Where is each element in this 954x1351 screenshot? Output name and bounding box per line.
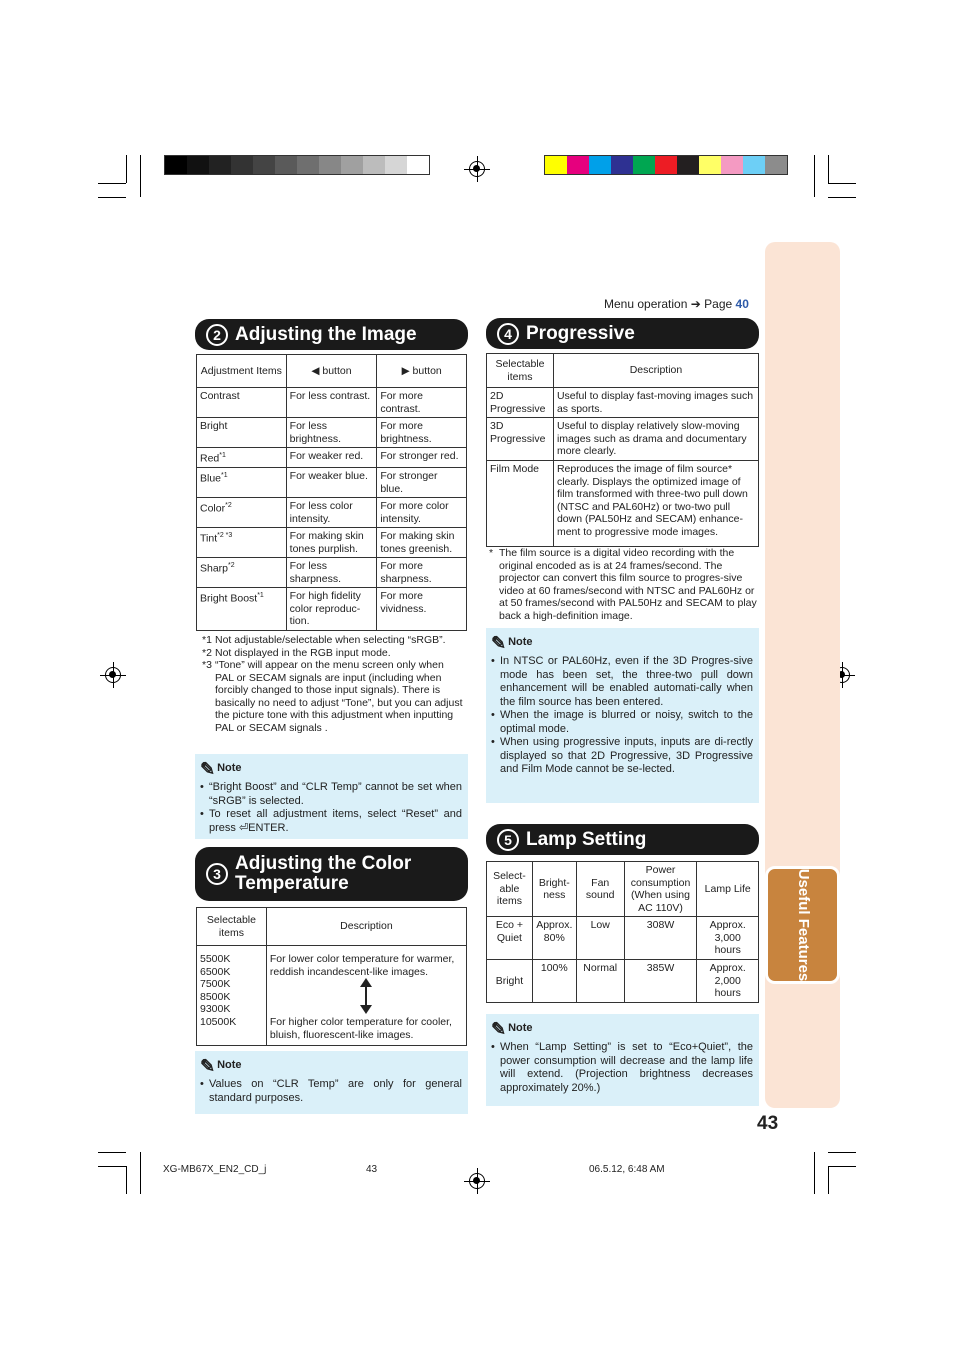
section-title: Progressive <box>526 322 635 344</box>
crop-mark <box>828 155 829 183</box>
pencil-icon: ✎ <box>200 1056 216 1076</box>
side-tab-label: Useful Features <box>794 868 812 982</box>
color-swatch <box>297 156 319 174</box>
section-heading-color-temp <box>195 847 468 901</box>
section-title-line1: Adjusting the Color <box>235 853 412 874</box>
lamp-fan-sound: Low <box>576 917 624 960</box>
pencil-icon: ✎ <box>200 759 216 779</box>
section-heading-lamp-setting <box>486 824 759 855</box>
adjustment-item <box>197 528 287 558</box>
color-swatch <box>341 156 363 174</box>
item-label: Contrast <box>200 390 240 402</box>
crop-mark <box>814 1152 815 1194</box>
footer-filename: XG-MB67X_EN2_CD_j <box>163 1164 267 1175</box>
note-title: Note <box>217 1059 242 1072</box>
temp-item: 5500K <box>200 953 231 965</box>
section-title: Adjusting the Image <box>235 323 417 345</box>
progressive-description: Useful to display relatively slow-moving images such as drama and documentary more clearly. <box>553 418 758 461</box>
section-number: 3 <box>206 863 228 885</box>
column-header: Lamp Life <box>697 862 759 917</box>
column-header: ◀ button <box>286 355 377 388</box>
desc-lower-temp: For lower color temperature for warmer, reddish incandescent-like images. <box>269 953 455 978</box>
lamp-setting-table <box>486 861 759 1003</box>
menu-operation-text: Menu operation <box>604 297 688 311</box>
note-item: • When using progressive inputs, inputs are di-rectly displayed so that 2D Progressive, 3D Progressive and Film Mode cannot be se-lected. <box>491 736 753 777</box>
table-row <box>487 388 759 418</box>
page-number: 43 <box>757 1113 779 1134</box>
crop-mark <box>828 183 856 184</box>
progressive-item: Film Mode <box>487 461 554 547</box>
footnote-ref: *2 <box>225 502 232 509</box>
color-swatch <box>363 156 385 174</box>
crop-mark <box>140 1152 141 1194</box>
footer-page: 43 <box>366 1164 378 1175</box>
temp-item: 7500K <box>200 978 231 990</box>
footnote-ref: *1 <box>219 452 226 459</box>
note-title: Note <box>508 636 533 649</box>
adjustment-item <box>197 468 287 498</box>
footnote <box>202 647 464 660</box>
lamp-fan-sound: Normal <box>576 960 624 1003</box>
color-swatch <box>611 156 633 174</box>
color-swatch <box>721 156 743 174</box>
footnote-ref: *1 <box>257 592 264 599</box>
menu-operation-ref <box>604 297 749 311</box>
table-row <box>197 388 467 418</box>
section-number: 5 <box>497 829 519 851</box>
left-button-effect: For high fidelity color reproduc-tion. <box>286 588 377 631</box>
footnote-mark: *1 <box>202 634 212 646</box>
color-swatch <box>275 156 297 174</box>
right-button-effect: For more sharpness. <box>377 558 467 588</box>
footnote-ref: *2 <box>228 562 235 569</box>
note-box <box>486 1014 759 1106</box>
registration-mark-icon <box>469 161 485 177</box>
column-header: Selectable items <box>197 908 267 946</box>
progressive-description: Reproduces the image of film source* clearly. Displays the optimized image of film transformed with three-two pull down (NTSC and PAL60Hz) or two-two pull down (PAL50Hz and SECAM) enhance-ment to progressive mode images. <box>553 461 758 547</box>
color-swatch <box>677 156 699 174</box>
color-swatch <box>589 156 611 174</box>
footnotes <box>202 634 464 734</box>
progressive-item: 3D Progressive <box>487 418 554 461</box>
footnote-text: Not adjustable/selectable when selecting “sRGB”. <box>215 634 446 646</box>
table-row <box>197 588 467 631</box>
lamp-brightness: 100% <box>532 960 576 1003</box>
left-button-effect: For less sharpness. <box>286 558 377 588</box>
left-button-effect: For weaker blue. <box>286 468 377 498</box>
section-heading-progressive <box>486 318 759 349</box>
crop-mark <box>140 155 141 197</box>
right-button-effect: For stronger red. <box>377 448 467 468</box>
item-label: Color <box>200 502 226 515</box>
footnote <box>202 659 464 734</box>
lamp-brightness: Approx. 80% <box>532 917 576 960</box>
page-link[interactable]: 40 <box>735 297 749 311</box>
footnote-text: Not displayed in the RGB input mode. <box>215 646 391 659</box>
color-temp-description <box>266 946 466 1046</box>
note-heading <box>491 1020 753 1038</box>
color-swatch <box>545 156 567 174</box>
column-header: Adjustment Items <box>197 355 287 388</box>
crop-mark <box>98 1152 126 1153</box>
column-header: Selectable items <box>487 354 554 388</box>
table-row <box>197 468 467 498</box>
left-button-effect: For less brightness. <box>286 418 377 448</box>
temp-item: 10500K <box>200 1015 237 1028</box>
table-row <box>487 418 759 461</box>
right-button-effect: For more vividness. <box>377 588 467 631</box>
color-swatch <box>699 156 721 174</box>
crop-mark <box>98 197 126 198</box>
left-button-effect: For less contrast. <box>286 388 377 418</box>
temp-item: 8500K <box>200 990 231 1003</box>
table-row <box>487 917 759 960</box>
column-header: Power consumption (When using AC 110V) <box>624 862 697 917</box>
footnote-mark: *3 <box>202 659 212 671</box>
lamp-life: Approx. 3,000 hours <box>697 917 759 960</box>
color-swatch <box>655 156 677 174</box>
registration-mark-icon <box>469 1173 485 1189</box>
progressive-footnote <box>489 547 757 622</box>
footnote-ref: *2 *3 <box>217 532 233 539</box>
item-label: Sharp <box>200 562 229 575</box>
crop-mark <box>828 1166 829 1194</box>
footnote-ref: *1 <box>221 472 228 479</box>
lamp-item: Bright <box>487 960 533 1003</box>
color-bar <box>544 155 788 175</box>
registration-mark-icon <box>105 667 121 683</box>
note-title: Note <box>217 762 242 775</box>
table-row <box>197 528 467 558</box>
footnote-text: “Tone” will appear on the menu screen only when PAL or SECAM signals are input (including when forcibly changed to those input signals). There is basically no need to adjust “Tone”, but you can adjust the picture tone with this adjustment when inputting PAL or SECAM signals . <box>215 659 463 734</box>
pencil-icon: ✎ <box>491 633 507 653</box>
column-header: ▶ button <box>377 355 467 388</box>
note-item: • In NTSC or PAL60Hz, even if the 3D Progres-sive mode has been set, the three-two pull down enhancement will be enabled automati-cally when the film source has been entered. <box>491 655 753 709</box>
lamp-power: 385W <box>624 960 697 1003</box>
right-button-effect: For making skin tones greenish. <box>377 528 467 558</box>
item-label: Blue <box>200 472 222 485</box>
note-item: • When the image is blurred or noisy, switch to the optimal mode. <box>491 709 753 736</box>
adjustment-item <box>197 418 287 448</box>
crop-mark <box>814 155 815 197</box>
left-button-effect: For weaker red. <box>286 448 377 468</box>
crop-mark <box>98 183 126 184</box>
item-label: Bright Boost <box>200 592 258 605</box>
side-tab-useful-features <box>765 866 840 984</box>
color-swatch <box>253 156 275 174</box>
color-swatch <box>187 156 209 174</box>
section-title-line2: Temperature <box>235 873 349 894</box>
color-swatch <box>407 156 429 174</box>
color-swatch <box>231 156 253 174</box>
section-heading-adjusting-image <box>195 319 468 350</box>
color-temp-items <box>197 946 267 1046</box>
item-label: Red <box>200 452 220 465</box>
footnote-mark: *2 <box>202 646 212 659</box>
progressive-table <box>486 353 759 547</box>
note-heading <box>200 1057 462 1075</box>
color-swatch <box>209 156 231 174</box>
temp-item: 6500K <box>200 965 231 978</box>
progressive-description: Useful to display fast-moving images such as sports. <box>553 388 758 418</box>
crop-mark <box>828 1166 856 1167</box>
crop-mark <box>126 1166 127 1194</box>
crop-mark <box>126 155 127 183</box>
adjusting-image-table <box>196 354 467 631</box>
page-label: Page <box>704 297 733 311</box>
color-swatch <box>319 156 341 174</box>
crop-mark <box>828 1152 856 1153</box>
table-row <box>487 461 759 547</box>
table-row <box>197 558 467 588</box>
section-title: Lamp Setting <box>526 828 647 850</box>
footnote-mark: * <box>489 547 494 559</box>
color-swatch <box>385 156 407 174</box>
footnote-text: The film source is a digital video recording with the original encoded as is at 24 frames/second. The projector can convert this film source to progres-sive video at 60 frames/second with NTSC and PAL60Hz or at 50 frames/second with PAL50Hz and SECAM to play back a high-definition image. <box>499 547 757 622</box>
footer-date: 06.5.12, 6:48 AM <box>589 1164 665 1175</box>
item-label: Tint <box>200 532 218 545</box>
arrow-icon: ➔ <box>690 297 701 311</box>
column-header: Fan sound <box>576 862 624 917</box>
left-button-effect: For less color intensity. <box>286 498 377 528</box>
color-swatch <box>633 156 655 174</box>
left-button-effect: For making skin tones purplish. <box>286 528 377 558</box>
table-row <box>197 418 467 448</box>
column-header: Description <box>266 908 466 946</box>
item-label: Bright <box>200 420 228 432</box>
lamp-life: Approx. 2,000 hours <box>697 960 759 1003</box>
adjustment-item <box>197 558 287 588</box>
note-heading <box>491 634 753 652</box>
crop-mark <box>828 197 856 198</box>
column-header: Select-able items <box>487 862 533 917</box>
color-swatch <box>567 156 589 174</box>
column-header: Bright-ness <box>532 862 576 917</box>
column-header: Description <box>553 354 758 388</box>
pencil-icon: ✎ <box>491 1019 507 1039</box>
lamp-item: Eco + Quiet <box>487 917 533 960</box>
table-row <box>487 960 759 1003</box>
note-box <box>486 628 759 803</box>
right-button-effect: For more color intensity. <box>377 498 467 528</box>
adjustment-item <box>197 588 287 631</box>
right-button-effect: For stronger blue. <box>377 468 467 498</box>
note-item: • “Bright Boost” and “CLR Temp” cannot be set when “sRGB” is selected. <box>200 781 462 808</box>
color-temp-table <box>196 907 467 1046</box>
adjustment-item <box>197 448 287 468</box>
table-row <box>197 448 467 468</box>
adjustment-item <box>197 498 287 528</box>
section-number: 4 <box>497 323 519 345</box>
progressive-item: 2D Progressive <box>487 388 554 418</box>
note-heading <box>200 760 462 778</box>
right-button-effect: For more contrast. <box>377 388 467 418</box>
right-button-effect: For more brightness. <box>377 418 467 448</box>
color-swatch <box>743 156 765 174</box>
crop-mark <box>98 1166 126 1167</box>
lamp-power: 308W <box>624 917 697 960</box>
section-number: 2 <box>206 324 228 346</box>
color-swatch <box>765 156 787 174</box>
double-arrow-icon <box>270 978 463 1016</box>
note-item: • When “Lamp Setting” is set to “Eco+Quiet”, the power consumption will decrease and the lamp life will extend. (Projection brightness decreases approximately 20%.) <box>491 1041 753 1095</box>
note-item: • Values on “CLR Temp” are only for general standard purposes. <box>200 1078 462 1105</box>
note-item: • To reset all adjustment items, select “Reset” and press ⏎ENTER. <box>200 808 462 835</box>
table-row <box>197 498 467 528</box>
footnote <box>202 634 464 647</box>
note-title: Note <box>508 1022 533 1035</box>
grayscale-bar <box>164 155 430 175</box>
adjustment-item <box>197 388 287 418</box>
desc-higher-temp: For higher color temperature for cooler, bluish, fluorescent-like images. <box>269 1016 452 1041</box>
note-box <box>195 1051 468 1114</box>
temp-item: 9300K <box>200 1003 231 1015</box>
color-swatch <box>165 156 187 174</box>
note-box <box>195 754 468 839</box>
